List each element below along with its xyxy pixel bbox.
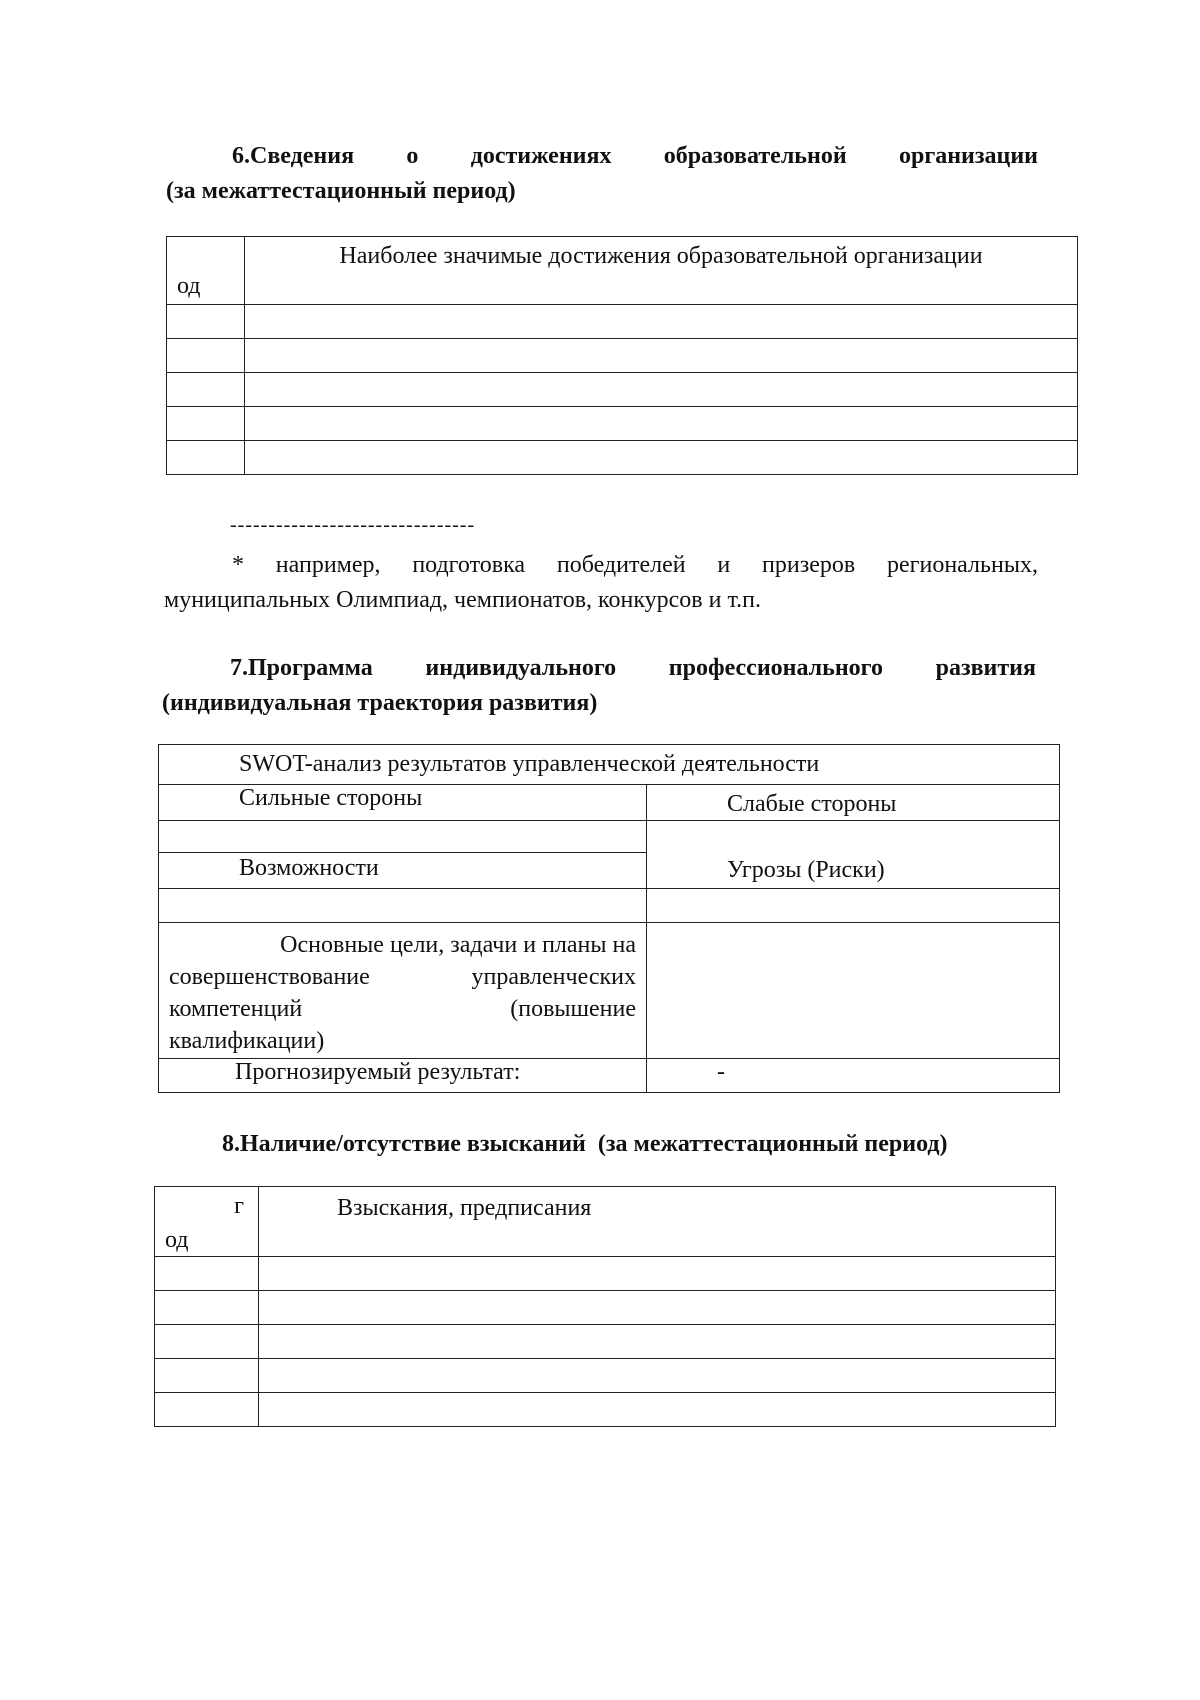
opportunities-empty-cell	[159, 889, 647, 923]
achievement-cell	[245, 339, 1078, 373]
swot-row	[159, 923, 1060, 1059]
opportunities-cell	[159, 853, 647, 889]
section6-title-line1	[232, 140, 1038, 173]
footnote-line2: муниципальных Олимпиад, чемпионатов, конкурсов и т.п.	[164, 587, 761, 613]
year-header-fragment-top: г	[234, 1193, 244, 1219]
year-cell	[167, 407, 245, 441]
footnote-word: и	[717, 552, 731, 578]
table-row	[155, 1291, 1056, 1325]
goals-word: (повышение	[510, 996, 636, 1022]
table-row	[155, 1325, 1056, 1359]
swot-row	[159, 821, 1060, 853]
table-row	[167, 407, 1078, 441]
swot-row	[159, 785, 1060, 821]
weaknesses-cell	[647, 785, 1060, 821]
table-header-row	[155, 1187, 1056, 1257]
threats-cell	[647, 821, 1060, 889]
year-cell	[167, 441, 245, 475]
footnote-word: победителей	[556, 552, 686, 578]
footnote-word: призеров	[762, 552, 856, 578]
year-header-fragment-bottom: од	[165, 1227, 189, 1253]
section7-title-word: индивидуального	[425, 655, 617, 681]
penalties-column-header	[259, 1187, 1056, 1257]
goals-word: управленческих	[471, 964, 636, 990]
penalties-header-label: Взыскания, предписания	[337, 1195, 592, 1221]
section7-title-word: 7.Программа	[230, 655, 373, 681]
year-column-header	[167, 237, 245, 305]
achievements-table	[166, 236, 1078, 475]
year-cell	[155, 1325, 259, 1359]
section7-title-line1	[230, 652, 1036, 685]
section7-title-word: профессионального	[668, 655, 883, 681]
achievements-column-header	[245, 237, 1078, 305]
table-row	[167, 441, 1078, 475]
section6-title-word: достижениях	[470, 143, 612, 169]
strengths-empty-cell	[159, 821, 647, 853]
threats-label: Угрозы (Риски)	[727, 857, 885, 883]
section6-title-word: организации	[898, 143, 1038, 169]
achievement-cell	[245, 373, 1078, 407]
swot-header-cell	[159, 745, 1060, 785]
goals-value-cell	[647, 923, 1060, 1059]
year-cell	[167, 373, 245, 407]
table-row	[167, 339, 1078, 373]
achievements-header-label: Наиболее значимые достижения образовательной организации	[339, 243, 983, 269]
goals-line1: Основные цели, задачи и планы на	[280, 932, 636, 958]
swot-table	[158, 744, 1060, 1093]
table-row	[155, 1257, 1056, 1291]
table-row	[155, 1393, 1056, 1427]
section6-title-word: образовательной	[663, 143, 847, 169]
strengths-label: Сильные стороны	[239, 785, 423, 811]
section6-title-line2: (за межаттестационный период)	[166, 178, 516, 204]
table-row	[155, 1359, 1056, 1393]
footnote-word: например,	[275, 552, 381, 578]
footnote-line1	[232, 552, 1038, 579]
goals-line3	[169, 993, 636, 1025]
forecast-value-cell	[647, 1059, 1060, 1093]
goals-line4: квалификации)	[169, 1028, 325, 1054]
year-cell	[155, 1393, 259, 1427]
swot-row	[159, 1059, 1060, 1093]
goals-line2	[169, 961, 636, 993]
strengths-cell	[159, 785, 647, 821]
swot-header: SWOT-анализ результатов управленческой деятельности	[239, 751, 820, 777]
forecast-label-cell	[159, 1059, 647, 1093]
section8-title: 8.Наличие/отсутствие взысканий (за межаттестационный период)	[222, 1131, 948, 1157]
achievement-cell	[245, 407, 1078, 441]
table-row	[167, 305, 1078, 339]
weaknesses-label: Слабые стороны	[727, 791, 897, 817]
penalty-cell	[259, 1291, 1056, 1325]
goals-cell	[159, 923, 647, 1059]
footnote-word: региональных,	[887, 552, 1038, 578]
achievement-cell	[245, 305, 1078, 339]
achievement-cell	[245, 441, 1078, 475]
year-cell	[155, 1359, 259, 1393]
year-column-header	[155, 1187, 259, 1257]
threats-empty-cell	[647, 889, 1060, 923]
goals-word: компетенций	[169, 996, 303, 1022]
year-cell	[167, 339, 245, 373]
section7-title-word: развития	[935, 655, 1036, 681]
goals-word: совершенствование	[169, 964, 370, 990]
penalty-cell	[259, 1325, 1056, 1359]
footnote-separator: --------------------------------	[230, 514, 476, 536]
penalty-cell	[259, 1393, 1056, 1427]
footnote-word: *	[232, 552, 244, 578]
opportunities-label: Возможности	[239, 855, 379, 881]
table-header-row	[167, 237, 1078, 305]
table-row	[167, 373, 1078, 407]
penalty-cell	[259, 1257, 1056, 1291]
footnote-word: подготовка	[412, 552, 526, 578]
section6-title-word: о	[406, 143, 419, 169]
swot-row	[159, 889, 1060, 923]
year-cell	[155, 1291, 259, 1325]
penalties-table	[154, 1186, 1056, 1427]
section7-title-line2: (индивидуальная траектория развития)	[162, 690, 598, 716]
year-cell	[155, 1257, 259, 1291]
section6-title-word: 6.Сведения	[232, 143, 355, 169]
year-cell	[167, 305, 245, 339]
forecast-label: Прогнозируемый результат:	[235, 1059, 521, 1085]
swot-header-row	[159, 745, 1060, 785]
forecast-value: -	[717, 1059, 725, 1085]
penalty-cell	[259, 1359, 1056, 1393]
year-header-fragment: од	[177, 273, 201, 299]
